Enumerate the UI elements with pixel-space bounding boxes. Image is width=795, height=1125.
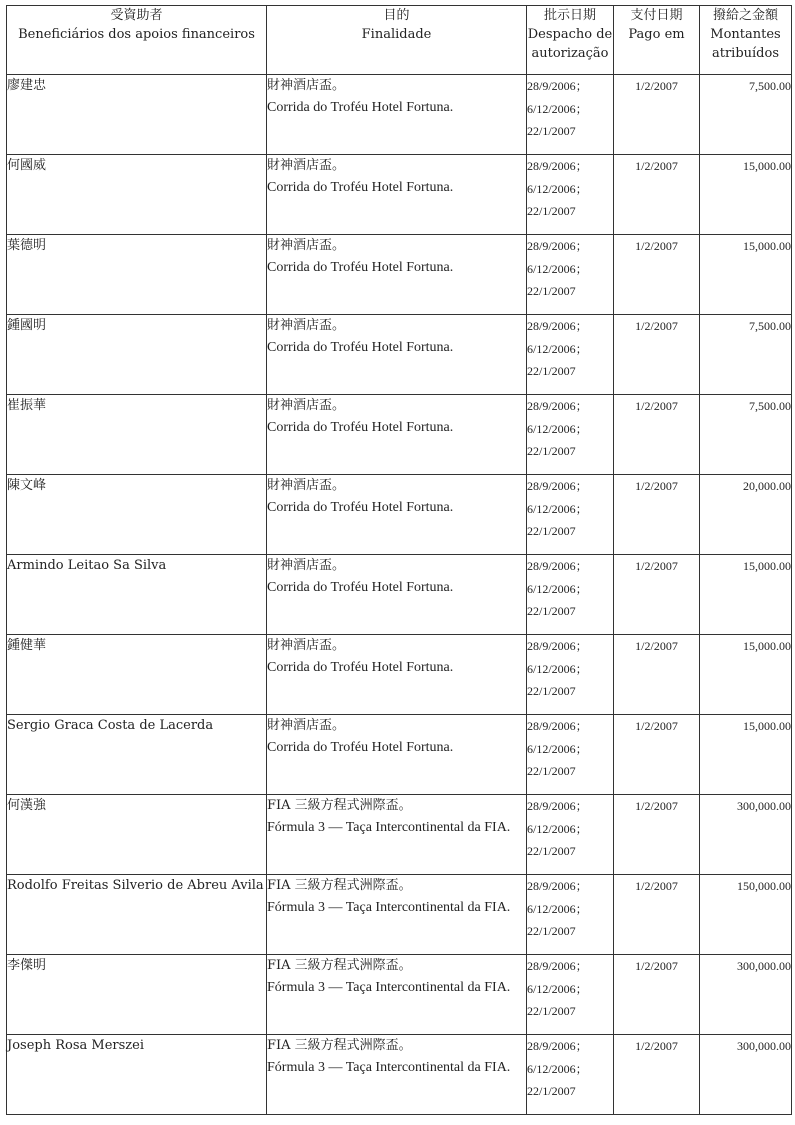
beneficiary-cell: Joseph Rosa Merszei bbox=[7, 1035, 267, 1115]
approval-date: 6/12/2006； bbox=[527, 101, 588, 116]
approval-date: 6/12/2006； bbox=[527, 341, 588, 356]
header-approval-zh: 批示日期 bbox=[543, 8, 596, 23]
beneficiary-cell: 葉德明 bbox=[7, 235, 267, 315]
approval-date: 28/9/2006； bbox=[527, 959, 588, 973]
approval-date: 6/12/2006； bbox=[527, 901, 588, 916]
table-row bbox=[7, 795, 792, 875]
approval-date: 28/9/2006； bbox=[527, 79, 588, 93]
approval-date: 6/12/2006； bbox=[527, 181, 588, 196]
purpose-pt: Corrida do Troféu Hotel Fortuna. bbox=[267, 660, 454, 675]
purpose-zh: FIA 三級方程式洲際盃。 bbox=[267, 1038, 412, 1053]
approval-date: 22/1/2007 bbox=[527, 924, 576, 938]
amount-cell: 15,000.00 bbox=[700, 235, 792, 315]
paid-date-cell: 1/2/2007 bbox=[614, 1035, 700, 1115]
purpose-zh: 財神酒店盃。 bbox=[267, 478, 346, 493]
approval-dates-cell bbox=[527, 795, 614, 875]
purpose-pt: Corrida do Troféu Hotel Fortuna. bbox=[267, 740, 454, 755]
purpose-zh: 財神酒店盃。 bbox=[267, 238, 346, 253]
amount-cell: 15,000.00 bbox=[700, 635, 792, 715]
purpose-cell bbox=[267, 875, 527, 955]
paid-date-cell: 1/2/2007 bbox=[614, 315, 700, 395]
purpose-cell bbox=[267, 155, 527, 235]
table-body bbox=[7, 75, 792, 1115]
table-header-row bbox=[7, 6, 792, 75]
purpose-zh: 財神酒店盃。 bbox=[267, 398, 346, 413]
approval-date: 22/1/2007 bbox=[527, 764, 576, 778]
paid-date-cell: 1/2/2007 bbox=[614, 555, 700, 635]
purpose-cell bbox=[267, 315, 527, 395]
approval-date: 6/12/2006； bbox=[527, 1061, 588, 1076]
approval-date: 6/12/2006； bbox=[527, 741, 588, 756]
approval-date: 6/12/2006； bbox=[527, 581, 588, 596]
approval-date: 28/9/2006； bbox=[527, 799, 588, 813]
approval-date: 28/9/2006； bbox=[527, 159, 588, 173]
paid-date-cell: 1/2/2007 bbox=[614, 235, 700, 315]
purpose-cell bbox=[267, 1035, 527, 1115]
header-paid-pt: Pago em bbox=[628, 27, 685, 42]
header-amount bbox=[700, 6, 792, 75]
approval-dates-cell bbox=[527, 475, 614, 555]
approval-date: 22/1/2007 bbox=[527, 364, 576, 378]
approval-date: 28/9/2006； bbox=[527, 639, 588, 653]
purpose-zh: 財神酒店盃。 bbox=[267, 718, 346, 733]
approval-dates-cell bbox=[527, 395, 614, 475]
purpose-cell bbox=[267, 235, 527, 315]
purpose-cell bbox=[267, 955, 527, 1035]
header-approval-date bbox=[527, 6, 614, 75]
approval-date: 22/1/2007 bbox=[527, 1004, 576, 1018]
purpose-zh: 財神酒店盃。 bbox=[267, 78, 346, 93]
paid-date-cell: 1/2/2007 bbox=[614, 475, 700, 555]
amount-cell: 15,000.00 bbox=[700, 715, 792, 795]
header-amount-pt-line1: Montantes bbox=[710, 27, 781, 42]
approval-dates-cell bbox=[527, 75, 614, 155]
approval-dates-cell bbox=[527, 315, 614, 395]
purpose-cell bbox=[267, 75, 527, 155]
approval-date: 6/12/2006； bbox=[527, 421, 588, 436]
approval-dates-cell bbox=[527, 715, 614, 795]
header-paid-zh: 支付日期 bbox=[630, 8, 683, 23]
approval-dates-cell bbox=[527, 235, 614, 315]
paid-date-cell: 1/2/2007 bbox=[614, 715, 700, 795]
purpose-zh: 財神酒店盃。 bbox=[267, 558, 346, 573]
amount-cell: 7,500.00 bbox=[700, 395, 792, 475]
approval-date: 28/9/2006； bbox=[527, 559, 588, 573]
beneficiary-cell: 李傑明 bbox=[7, 955, 267, 1035]
purpose-cell bbox=[267, 635, 527, 715]
purpose-pt: Corrida do Troféu Hotel Fortuna. bbox=[267, 100, 454, 115]
approval-dates-cell bbox=[527, 1035, 614, 1115]
approval-date: 28/9/2006； bbox=[527, 1039, 588, 1053]
approval-date: 28/9/2006； bbox=[527, 319, 588, 333]
approval-dates-cell bbox=[527, 875, 614, 955]
beneficiary-cell: 陳文峰 bbox=[7, 475, 267, 555]
purpose-zh: FIA 三級方程式洲際盃。 bbox=[267, 798, 412, 813]
purpose-zh: FIA 三級方程式洲際盃。 bbox=[267, 958, 412, 973]
beneficiary-cell: 鍾國明 bbox=[7, 315, 267, 395]
beneficiary-cell: 鍾健華 bbox=[7, 635, 267, 715]
table-row bbox=[7, 315, 792, 395]
approval-date: 6/12/2006； bbox=[527, 821, 588, 836]
beneficiary-cell: Sergio Graca Costa de Lacerda bbox=[7, 715, 267, 795]
purpose-zh: 財神酒店盃。 bbox=[267, 638, 346, 653]
purpose-pt: Corrida do Troféu Hotel Fortuna. bbox=[267, 260, 454, 275]
amount-cell: 20,000.00 bbox=[700, 475, 792, 555]
approval-date: 6/12/2006； bbox=[527, 661, 588, 676]
paid-date-cell: 1/2/2007 bbox=[614, 395, 700, 475]
approval-dates-cell bbox=[527, 635, 614, 715]
approval-date: 22/1/2007 bbox=[527, 684, 576, 698]
approval-date: 22/1/2007 bbox=[527, 284, 576, 298]
purpose-pt: Corrida do Troféu Hotel Fortuna. bbox=[267, 180, 454, 195]
purpose-pt: Fórmula 3 — Taça Intercontinental da FIA. bbox=[267, 1060, 511, 1075]
beneficiary-cell: 崔振華 bbox=[7, 395, 267, 475]
purpose-cell bbox=[267, 395, 527, 475]
beneficiary-cell: 廖建忠 bbox=[7, 75, 267, 155]
purpose-cell bbox=[267, 715, 527, 795]
header-beneficiary-pt: Beneficiários dos apoios financeiros bbox=[18, 27, 255, 42]
beneficiary-cell: Rodolfo Freitas Silverio de Abreu Avila bbox=[7, 875, 267, 955]
paid-date-cell: 1/2/2007 bbox=[614, 955, 700, 1035]
purpose-pt: Fórmula 3 — Taça Intercontinental da FIA. bbox=[267, 980, 511, 995]
purpose-pt: Corrida do Troféu Hotel Fortuna. bbox=[267, 340, 454, 355]
approval-date: 28/9/2006； bbox=[527, 479, 588, 493]
header-amount-pt-line2: atribuídos bbox=[711, 46, 780, 61]
paid-date-cell: 1/2/2007 bbox=[614, 875, 700, 955]
approval-date: 22/1/2007 bbox=[527, 604, 576, 618]
beneficiary-cell: 何漢強 bbox=[7, 795, 267, 875]
table-row bbox=[7, 395, 792, 475]
purpose-pt: Corrida do Troféu Hotel Fortuna. bbox=[267, 420, 454, 435]
purpose-pt: Fórmula 3 — Taça Intercontinental da FIA. bbox=[267, 900, 511, 915]
paid-date-cell: 1/2/2007 bbox=[614, 795, 700, 875]
subsidies-table bbox=[6, 5, 792, 1115]
header-purpose-zh: 目的 bbox=[383, 8, 410, 23]
approval-dates-cell bbox=[527, 555, 614, 635]
purpose-pt: Corrida do Troféu Hotel Fortuna. bbox=[267, 500, 454, 515]
table-row bbox=[7, 635, 792, 715]
header-purpose bbox=[267, 6, 527, 75]
approval-dates-cell bbox=[527, 155, 614, 235]
paid-date-cell: 1/2/2007 bbox=[614, 75, 700, 155]
purpose-zh: FIA 三級方程式洲際盃。 bbox=[267, 878, 412, 893]
header-beneficiary bbox=[7, 6, 267, 75]
approval-date: 22/1/2007 bbox=[527, 1084, 576, 1098]
purpose-pt: Corrida do Troféu Hotel Fortuna. bbox=[267, 580, 454, 595]
approval-date: 28/9/2006； bbox=[527, 399, 588, 413]
purpose-cell bbox=[267, 555, 527, 635]
table-row bbox=[7, 155, 792, 235]
amount-cell: 300,000.00 bbox=[700, 955, 792, 1035]
approval-date: 22/1/2007 bbox=[527, 524, 576, 538]
header-beneficiary-zh: 受資助者 bbox=[110, 8, 163, 23]
beneficiary-cell: 何國威 bbox=[7, 155, 267, 235]
table-row bbox=[7, 715, 792, 795]
approval-date: 22/1/2007 bbox=[527, 124, 576, 138]
beneficiary-cell: Armindo Leitao Sa Silva bbox=[7, 555, 267, 635]
amount-cell: 150,000.00 bbox=[700, 875, 792, 955]
approval-date: 22/1/2007 bbox=[527, 844, 576, 858]
amount-cell: 300,000.00 bbox=[700, 795, 792, 875]
purpose-pt: Fórmula 3 — Taça Intercontinental da FIA. bbox=[267, 820, 511, 835]
purpose-cell bbox=[267, 795, 527, 875]
header-amount-zh: 撥給之金額 bbox=[712, 8, 778, 23]
paid-date-cell: 1/2/2007 bbox=[614, 155, 700, 235]
approval-date: 6/12/2006； bbox=[527, 261, 588, 276]
amount-cell: 15,000.00 bbox=[700, 555, 792, 635]
table-row bbox=[7, 475, 792, 555]
amount-cell: 7,500.00 bbox=[700, 315, 792, 395]
approval-date: 28/9/2006； bbox=[527, 719, 588, 733]
approval-date: 6/12/2006； bbox=[527, 981, 588, 996]
approval-date: 28/9/2006； bbox=[527, 879, 588, 893]
paid-date-cell: 1/2/2007 bbox=[614, 635, 700, 715]
approval-date: 22/1/2007 bbox=[527, 444, 576, 458]
purpose-zh: 財神酒店盃。 bbox=[267, 158, 346, 173]
table-row bbox=[7, 1035, 792, 1115]
table-row bbox=[7, 875, 792, 955]
header-paid-date bbox=[614, 6, 700, 75]
purpose-cell bbox=[267, 475, 527, 555]
amount-cell: 300,000.00 bbox=[700, 1035, 792, 1115]
purpose-zh: 財神酒店盃。 bbox=[267, 318, 346, 333]
approval-dates-cell bbox=[527, 955, 614, 1035]
approval-date: 28/9/2006； bbox=[527, 239, 588, 253]
table-row bbox=[7, 235, 792, 315]
approval-date: 6/12/2006； bbox=[527, 501, 588, 516]
table-row bbox=[7, 955, 792, 1035]
header-approval-pt-line2: autorização bbox=[531, 46, 609, 61]
header-approval-pt-line1: Despacho de bbox=[527, 27, 613, 42]
table-row bbox=[7, 75, 792, 155]
amount-cell: 15,000.00 bbox=[700, 155, 792, 235]
amount-cell: 7,500.00 bbox=[700, 75, 792, 155]
approval-date: 22/1/2007 bbox=[527, 204, 576, 218]
table-row bbox=[7, 555, 792, 635]
header-purpose-pt: Finalidade bbox=[361, 27, 432, 42]
